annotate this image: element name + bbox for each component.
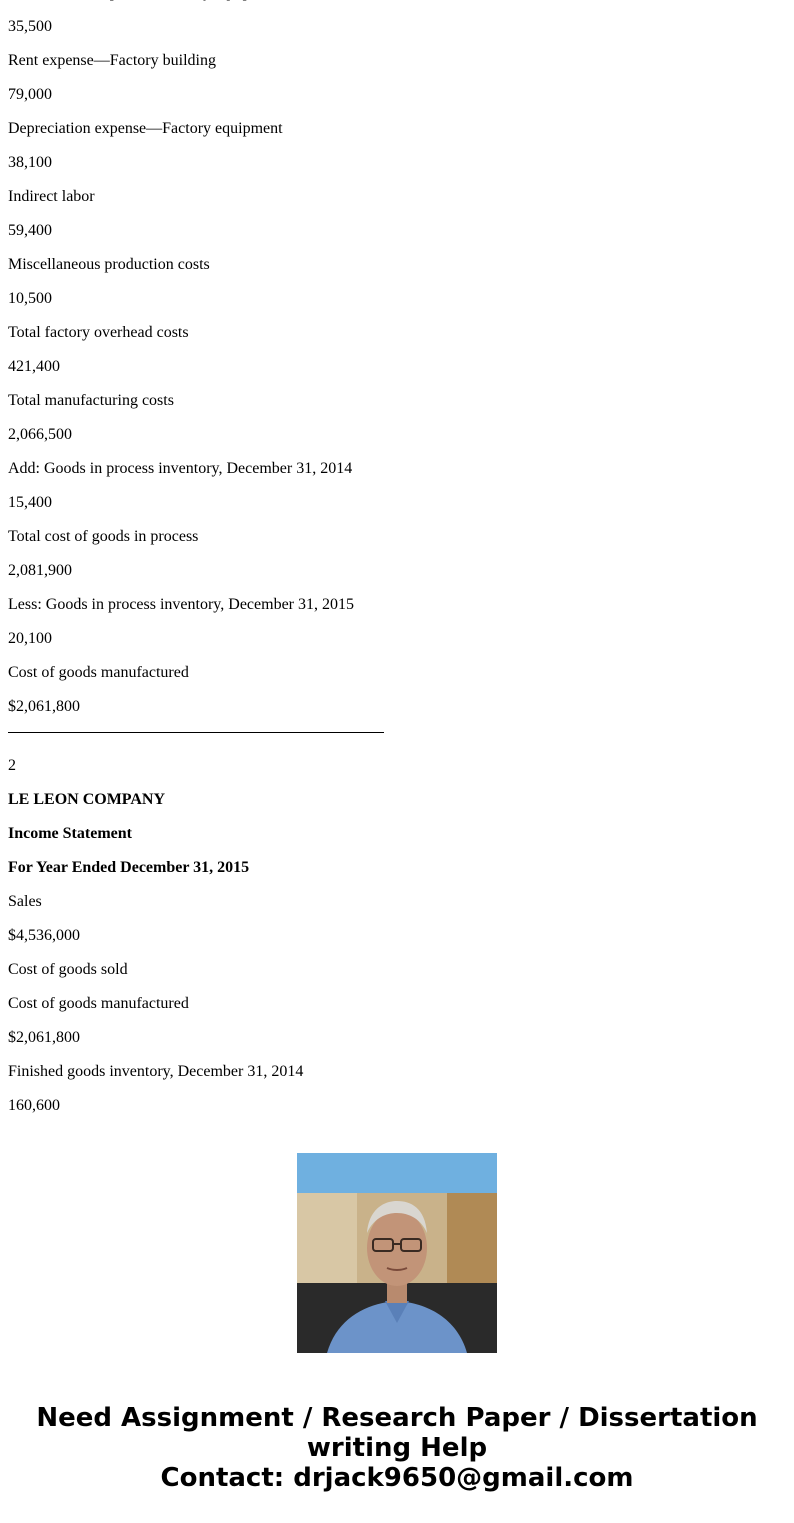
company-name: LE LEON COMPANY: [8, 791, 166, 808]
manufacturing-line: 79,000: [8, 86, 52, 103]
footer-banner: [0, 1123, 794, 1523]
income-statement-lines: [8, 893, 788, 1115]
statement-title: Income Statement: [8, 825, 132, 842]
manufacturing-line: 15,400: [8, 494, 52, 511]
income-statement-line: Cost of goods manufactured: [8, 995, 189, 1012]
manufacturing-line: Depreciation expense—Factory equipment: [8, 120, 283, 137]
income-statement-line: $2,061,800: [8, 1029, 80, 1046]
section-number: 2: [8, 757, 16, 774]
avatar: [297, 1153, 497, 1353]
manufacturing-line: 421,400: [8, 358, 60, 375]
manufacturing-line: Miscellaneous production costs: [8, 256, 210, 273]
manufacturing-line: [8, 0, 788, 2]
income-statement-line: Cost of goods sold: [8, 961, 128, 978]
manufacturing-line: 59,400: [8, 222, 52, 239]
manufacturing-line: 35,500: [8, 18, 52, 35]
income-statement-line: Sales: [8, 893, 42, 910]
contact-line-3: Contact: drjack9650@gmail.com: [160, 1463, 634, 1493]
manufacturing-line: Total manufacturing costs: [8, 392, 174, 409]
manufacturing-line: 2,066,500: [8, 426, 72, 443]
section-divider: [8, 732, 384, 733]
income-statement-line: $4,536,000: [8, 927, 80, 944]
contact-line-2: writing Help: [306, 1433, 488, 1463]
manufacturing-line: 20,100: [8, 630, 52, 647]
manufacturing-line: $2,061,800: [8, 698, 80, 715]
manufacturing-line: Rent expense—Factory building: [8, 52, 216, 69]
manufacturing-line: Cost of goods manufactured: [8, 664, 189, 681]
manufacturing-line: 38,100: [8, 154, 52, 171]
income-statement-line: Finished goods inventory, December 31, 2014: [8, 1063, 304, 1080]
manufacturing-line: Total factory overhead costs: [8, 324, 189, 341]
manufacturing-line: Less: Goods in process inventory, December 31, 2015: [8, 596, 354, 613]
contact-banner: [0, 1403, 794, 1493]
manufacturing-line: Indirect labor: [8, 188, 95, 205]
income-statement-line: 160,600: [8, 1097, 60, 1114]
manufacturing-statement-lines: [8, 0, 788, 716]
manufacturing-line: Add: Goods in process inventory, December 31, 2014: [8, 460, 353, 477]
statement-period: For Year Ended December 31, 2015: [8, 859, 250, 876]
contact-line-1: Need Assignment / Research Paper / Dissertation: [36, 1403, 758, 1433]
manufacturing-line: 2,081,900: [8, 562, 72, 579]
manufacturing-line: 10,500: [8, 290, 52, 307]
manufacturing-line: Total cost of goods in process: [8, 528, 199, 545]
document-content: [8, 0, 788, 1131]
author-photo: [297, 1153, 497, 1353]
